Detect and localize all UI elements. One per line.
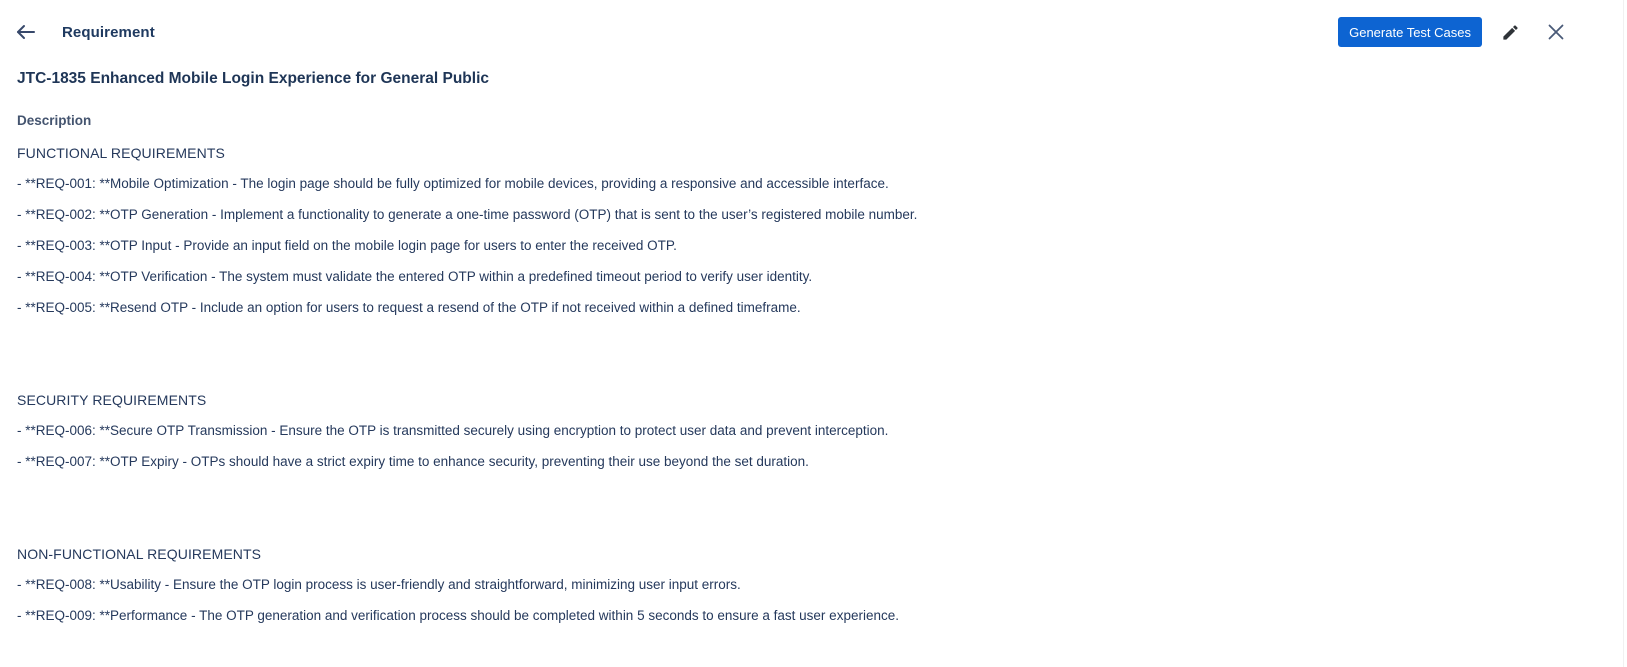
requirement-section (17, 391, 1587, 471)
edit-button[interactable] (1496, 18, 1524, 46)
requirement-line: - **REQ-008: **Usability - Ensure the OTP login process is user-friendly and straightforward, minimizing user input errors. (17, 577, 741, 592)
section-heading: NON-FUNCTIONAL REQUIREMENTS (17, 546, 262, 562)
requirement-line: - **REQ-006: **Secure OTP Transmission - Ensure the OTP is transmitted securely using encryption to protect user data and prevent interception. (17, 423, 889, 438)
description-body (17, 144, 1587, 625)
requirement-line: - **REQ-009: **Performance - The OTP generation and verification process should be completed within 5 seconds to ensure a fast user experience. (17, 608, 899, 623)
close-icon (1546, 22, 1566, 42)
requirement-line: - **REQ-004: **OTP Verification - The system must validate the entered OTP within a predefined timeout period to verify user identity. (17, 269, 813, 284)
requirement-section (17, 545, 1587, 625)
description-label: Description (17, 113, 92, 128)
panel-title: Requirement (62, 23, 155, 41)
requirement-section (17, 144, 1587, 317)
close-button[interactable] (1542, 18, 1570, 46)
back-button[interactable] (16, 18, 44, 46)
requirement-line: - **REQ-005: **Resend OTP - Include an option for users to request a resend of the OTP if not received within a defined timeframe. (17, 300, 801, 315)
section-heading: SECURITY REQUIREMENTS (17, 392, 207, 408)
requirement-line: - **REQ-007: **OTP Expiry - OTPs should have a strict expiry time to enhance security, preventing their use beyond the set duration. (17, 454, 809, 469)
generate-test-cases-button[interactable]: Generate Test Cases (1338, 17, 1482, 47)
header-bar (0, 0, 1627, 64)
arrow-left-icon (16, 24, 36, 40)
requirement-line: - **REQ-001: **Mobile Optimization - The login page should be fully optimized for mobile devices, providing a responsive and accessible interface. (17, 176, 889, 191)
scroll-edge-divider (1623, 0, 1624, 667)
requirement-line: - **REQ-002: **OTP Generation - Implement a functionality to generate a one-time password (OTP) that is sent to the user’s registered mobile number. (17, 207, 918, 222)
requirement-line: - **REQ-003: **OTP Input - Provide an input field on the mobile login page for users to enter the received OTP. (17, 238, 677, 253)
requirement-detail-panel (0, 69, 1627, 625)
pencil-icon (1501, 23, 1520, 42)
section-heading: FUNCTIONAL REQUIREMENTS (17, 145, 225, 161)
requirement-title: JTC-1835 Enhanced Mobile Login Experience for General Public (17, 70, 490, 87)
